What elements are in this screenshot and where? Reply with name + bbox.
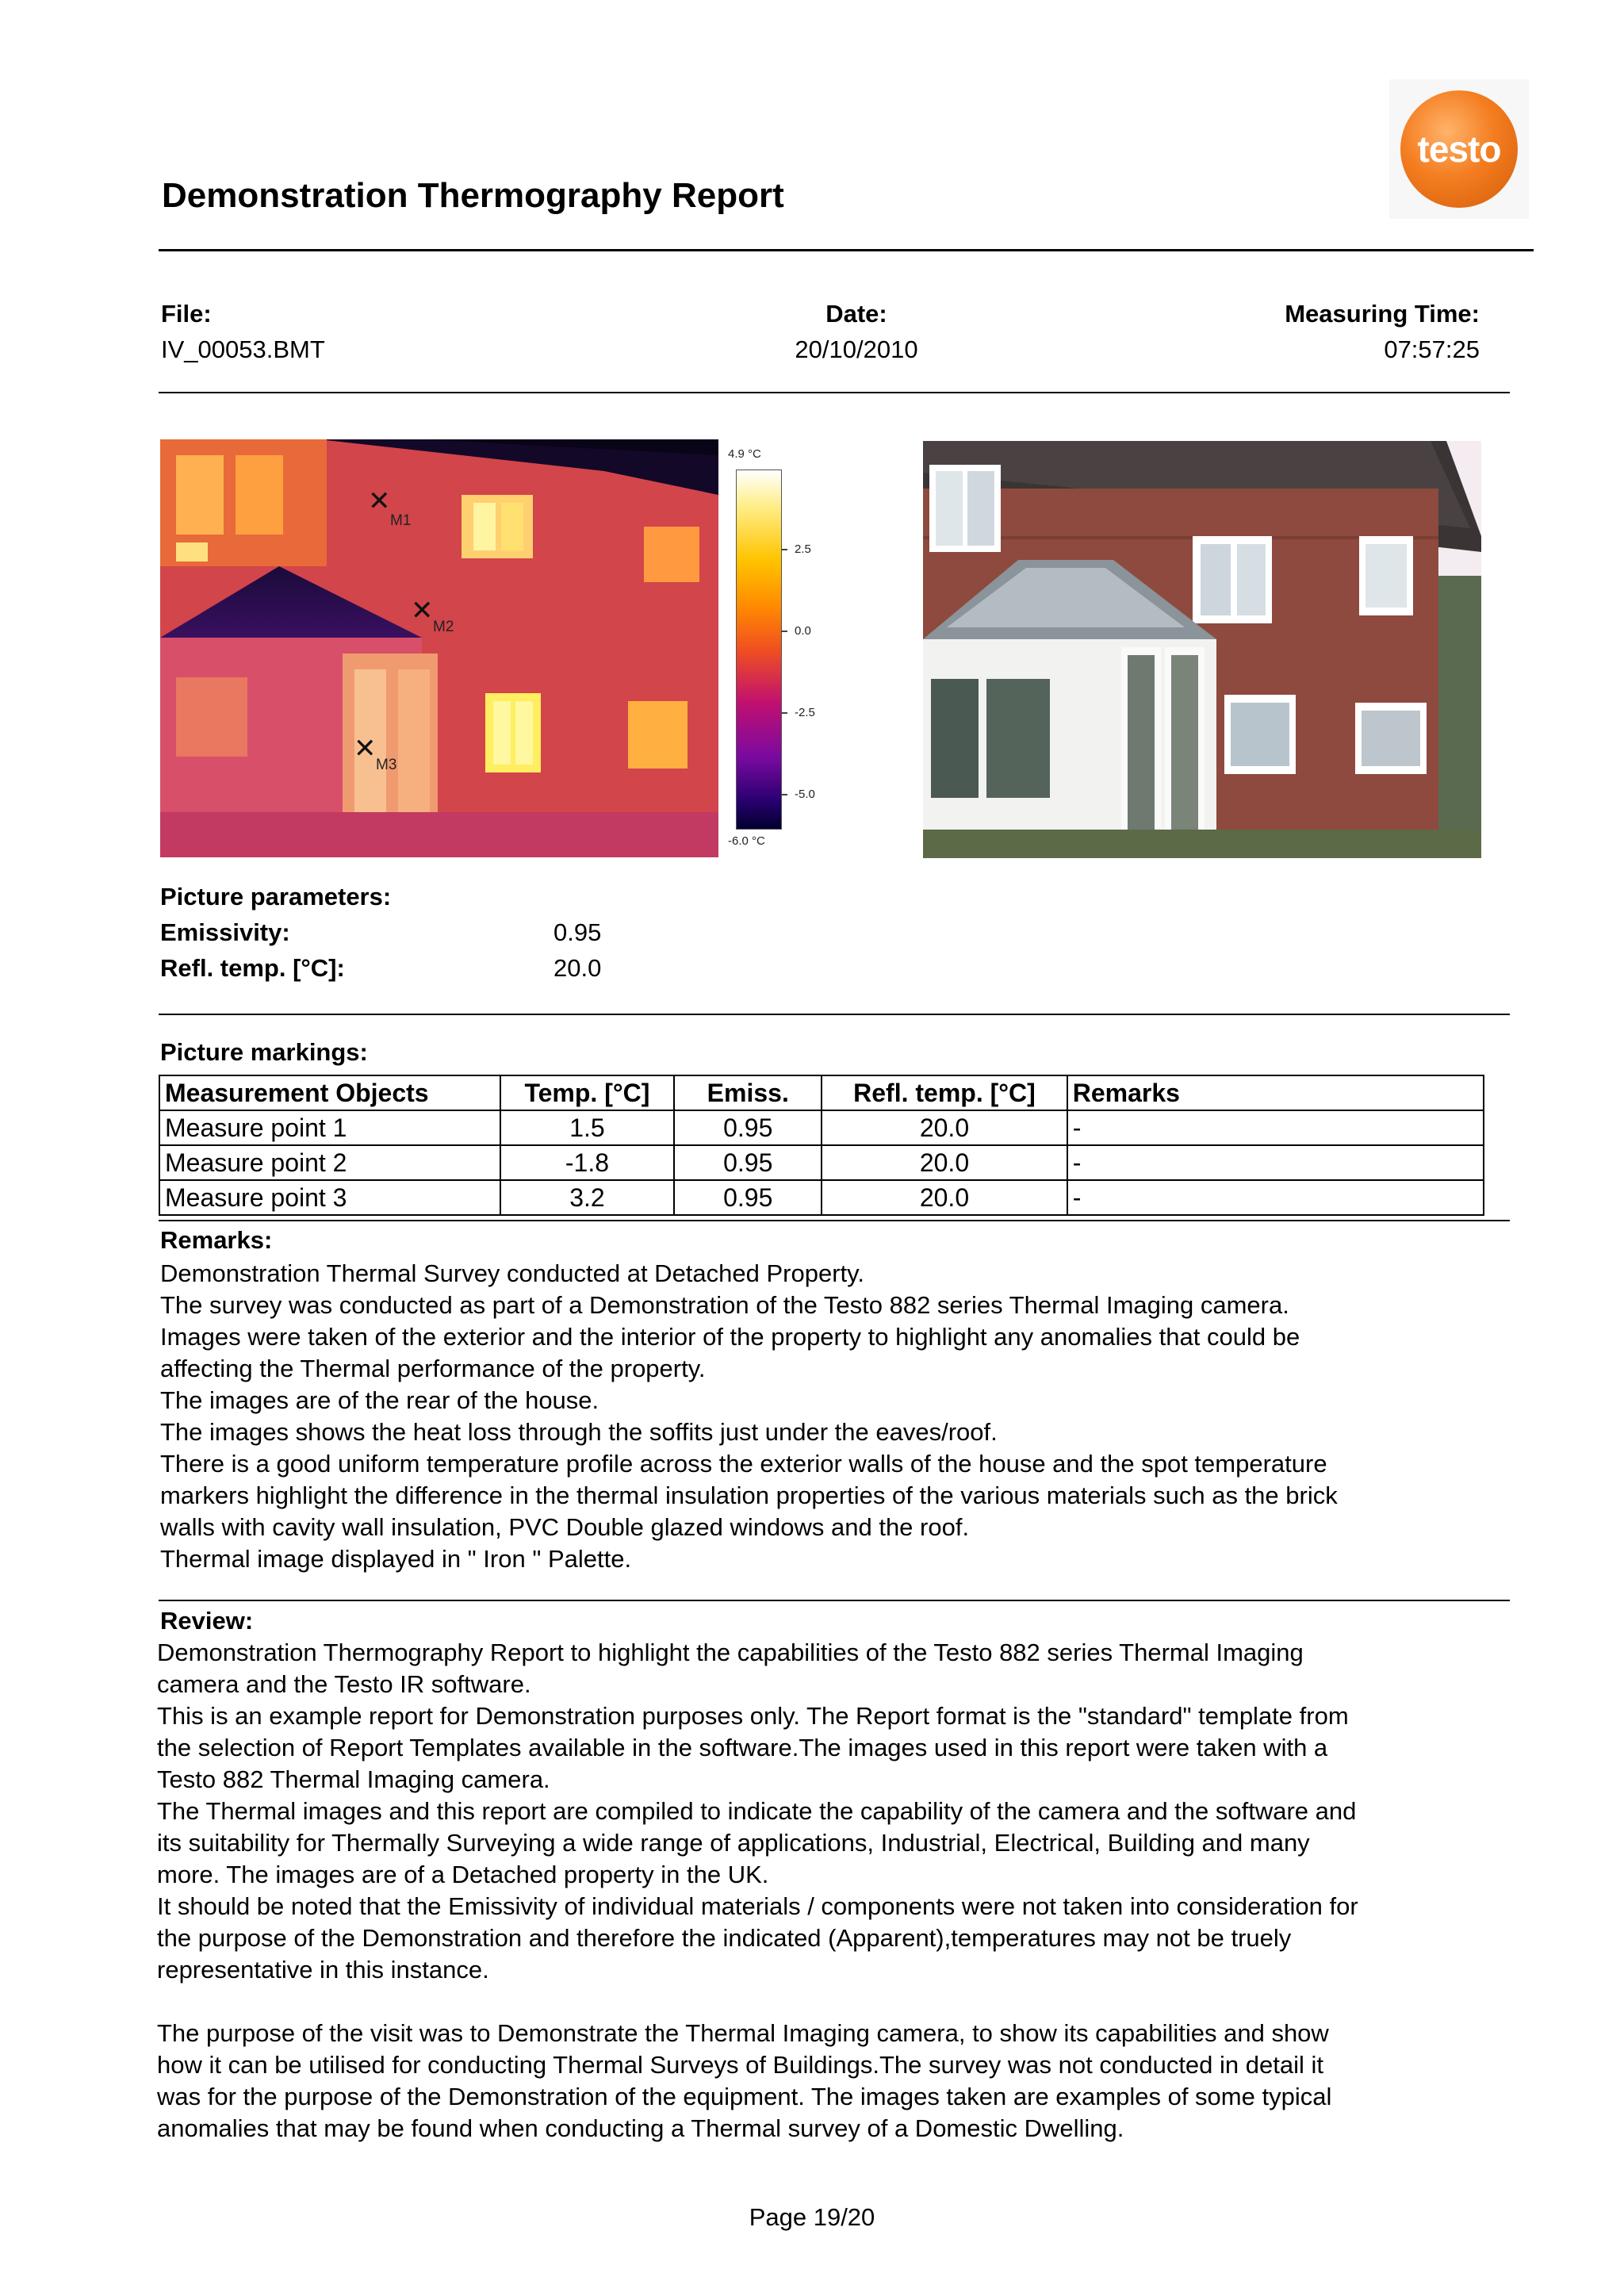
- table-row: [159, 1180, 1484, 1215]
- column-header: Temp. [°C]: [500, 1075, 675, 1110]
- header-divider: [159, 249, 1534, 251]
- column-header: Emiss.: [674, 1075, 822, 1110]
- table-row: [159, 1110, 1484, 1145]
- remarks-line: Images were taken of the exterior and the interior of the property to highlight any anomalies that could be: [160, 1323, 1300, 1351]
- scale-tick-label: -2.5: [795, 706, 815, 719]
- date-label: Date:: [825, 300, 887, 328]
- marker-m1-cross: ✕: [368, 486, 391, 516]
- table-cell: -: [1067, 1180, 1484, 1215]
- table-cell: 20.0: [822, 1180, 1067, 1215]
- house-photo-drawing: [923, 441, 1481, 858]
- refl-temp-value: 20.0: [553, 954, 602, 982]
- scale-tick: [781, 712, 787, 714]
- remarks-text: [160, 1258, 1500, 1575]
- scale-max-label: 4.9 °C: [728, 447, 761, 461]
- review-text: [157, 1637, 1500, 2145]
- review-line: how it can be utilised for conducting Thermal Surveys of Buildings.The survey was not conducted in detail it: [157, 2051, 1323, 2079]
- meta-divider: [159, 392, 1510, 393]
- marker-m2-label: M2: [433, 619, 454, 635]
- column-header: Measurement Objects: [159, 1075, 500, 1110]
- table-cell: 3.2: [500, 1180, 675, 1215]
- review-line: more. The images are of a Detached property in the UK.: [157, 1861, 769, 1888]
- table-cell: Measure point 1: [159, 1110, 500, 1145]
- scale-tick: [781, 631, 787, 632]
- table-cell: 0.95: [674, 1110, 822, 1145]
- marker-m3-cross: ✕: [354, 734, 377, 764]
- review-line: The Thermal images and this report are compiled to indicate the capability of the camera and the software and: [157, 1797, 1357, 1825]
- scale-tick-label: -5.0: [795, 788, 815, 801]
- measurement-table: [159, 1075, 1484, 1216]
- remarks-heading: Remarks:: [160, 1226, 273, 1254]
- review-line: representative in this instance.: [157, 1956, 489, 1984]
- emissivity-label: Emissivity:: [160, 918, 290, 946]
- picture-parameters-heading: Picture parameters:: [160, 883, 392, 910]
- column-header: Refl. temp. [°C]: [822, 1075, 1067, 1110]
- table-cell: -: [1067, 1110, 1484, 1145]
- remarks-line: The survey was conducted as part of a Demonstration of the Testo 882 series Thermal Imaging camera.: [160, 1291, 1289, 1319]
- file-value: IV_00053.BMT: [161, 335, 325, 363]
- review-line: camera and the Testo IR software.: [157, 1670, 531, 1698]
- table-cell: Measure point 2: [159, 1145, 500, 1180]
- review-line: Demonstration Thermography Report to highlight the capabilities of the Testo 882 series Thermal Imaging: [157, 1639, 1304, 1666]
- scale-tick: [781, 794, 787, 795]
- marker-m1-label: M1: [390, 512, 412, 529]
- marker-m3-label: M3: [376, 757, 397, 773]
- logo-disc: testo: [1400, 90, 1518, 208]
- remarks-line: affecting the Thermal performance of the property.: [160, 1355, 706, 1382]
- page-title: Demonstration Thermography Report: [162, 176, 784, 215]
- page-number: Page 19/20: [749, 2203, 875, 2231]
- thermal-image: [160, 439, 718, 857]
- remarks-line: The images shows the heat loss through the soffits just under the eaves/roof.: [160, 1418, 998, 1446]
- review-line: was for the purpose of the Demonstration of the equipment. The images taken are examples of some typical: [157, 2083, 1332, 2110]
- scale-tick: [781, 549, 787, 550]
- table-cell: -1.8: [500, 1145, 675, 1180]
- file-label: File:: [161, 300, 212, 328]
- review-line: the purpose of the Demonstration and therefore the indicated (Apparent),temperatures may not be truely: [157, 1924, 1292, 1952]
- table-cell: 1.5: [500, 1110, 675, 1145]
- scale-tick-label: 2.5: [795, 542, 811, 556]
- table-cell: 20.0: [822, 1110, 1067, 1145]
- remarks-divider: [159, 1600, 1510, 1601]
- table-cell: 0.95: [674, 1145, 822, 1180]
- house-photo: [923, 441, 1481, 858]
- review-line: Testo 882 Thermal Imaging camera.: [157, 1765, 550, 1793]
- date-value: 20/10/2010: [795, 335, 918, 363]
- remarks-line: The images are of the rear of the house.: [160, 1386, 599, 1414]
- review-line: This is an example report for Demonstration purposes only. The Report format is the "standard" template from: [157, 1702, 1349, 1730]
- table-header-row: [159, 1075, 1484, 1110]
- marker-m2-cross: ✕: [411, 596, 434, 626]
- table-cell: 20.0: [822, 1145, 1067, 1180]
- review-line: It should be noted that the Emissivity of individual materials / components were not taken into consideration for: [157, 1892, 1358, 1920]
- review-line: The purpose of the visit was to Demonstrate the Thermal Imaging camera, to show its capabilities and show: [157, 2019, 1329, 2047]
- temperature-scale-bar: [736, 470, 782, 830]
- column-header: Remarks: [1067, 1075, 1484, 1110]
- table-row: [159, 1145, 1484, 1180]
- review-heading: Review:: [160, 1607, 254, 1635]
- review-line: its suitability for Thermally Surveying a wide range of applications, Industrial, Electrical, Building and many: [157, 1829, 1310, 1857]
- measuring-time-value: 07:57:25: [1384, 335, 1480, 363]
- testo-logo: [1389, 79, 1529, 219]
- picture-markings-heading: Picture markings:: [160, 1038, 368, 1066]
- measuring-time-label: Measuring Time:: [1285, 300, 1480, 328]
- table-cell: Measure point 3: [159, 1180, 500, 1215]
- emissivity-value: 0.95: [553, 918, 602, 946]
- refl-temp-label: Refl. temp. [°C]:: [160, 954, 345, 982]
- remarks-line: Thermal image displayed in " Iron " Palette.: [160, 1545, 632, 1573]
- remarks-line: walls with cavity wall insulation, PVC Double glazed windows and the roof.: [160, 1513, 970, 1541]
- parameters-divider: [159, 1014, 1510, 1015]
- table-cell: 0.95: [674, 1180, 822, 1215]
- remarks-line: markers highlight the difference in the thermal insulation properties of the various materials such as the brick: [160, 1481, 1338, 1509]
- table-bottom-rule: [159, 1220, 1510, 1221]
- review-line: [157, 1986, 1500, 2018]
- thermal-house-drawing: [160, 439, 718, 857]
- scale-min-label: -6.0 °C: [728, 834, 765, 848]
- remarks-line: There is a good uniform temperature profile across the exterior walls of the house and the spot temperature: [160, 1450, 1327, 1478]
- remarks-line: Demonstration Thermal Survey conducted at Detached Property.: [160, 1259, 864, 1287]
- review-line: the selection of Report Templates available in the software.The images used in this report were taken with a: [157, 1734, 1328, 1761]
- review-line: anomalies that may be found when conducting a Thermal survey of a Domestic Dwelling.: [157, 2114, 1124, 2142]
- scale-tick-label: 0.0: [795, 624, 811, 638]
- table-cell: -: [1067, 1145, 1484, 1180]
